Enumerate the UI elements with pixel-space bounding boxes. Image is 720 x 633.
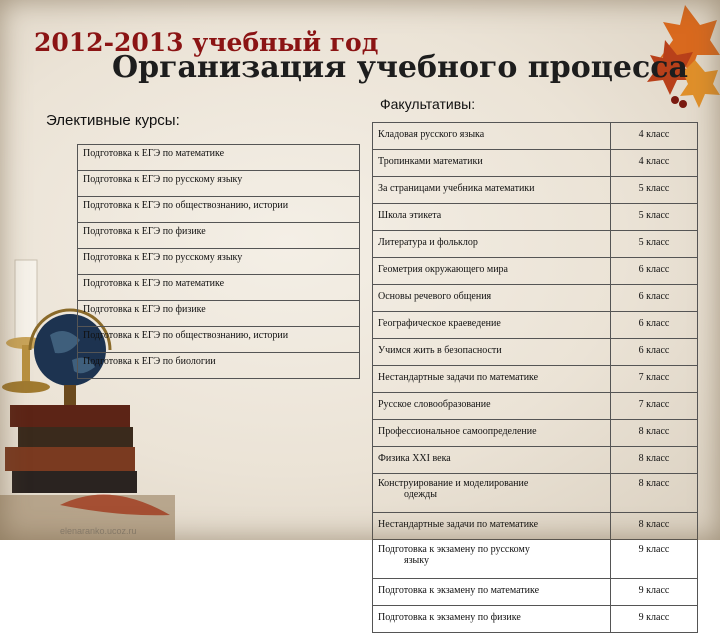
optional-course-name	[373, 393, 611, 420]
table-row	[373, 420, 698, 447]
course-name-line: Литература и фольклор	[378, 237, 478, 248]
optional-course-name	[373, 231, 611, 258]
elective-courses-table	[77, 144, 360, 379]
course-grade: 8 класс	[611, 513, 698, 540]
optional-courses-heading: Факультативы:	[380, 96, 476, 112]
course-grade: 8 класс	[611, 447, 698, 474]
table-row	[373, 231, 698, 258]
course-name-line: Подготовка к экзамену по физике	[378, 612, 521, 623]
table-row	[78, 249, 360, 275]
elective-course-name: Подготовка к ЕГЭ по русскому языку	[78, 249, 360, 275]
optional-courses-table	[372, 122, 698, 633]
course-grade: 4 класс	[611, 150, 698, 177]
course-name-line: За страницами учебника математики	[378, 183, 535, 194]
page-title: Организация учебного процесса	[112, 50, 688, 85]
optional-course-name	[373, 258, 611, 285]
optional-course-name	[373, 447, 611, 474]
course-name-line: Школа этикета	[378, 210, 442, 221]
optional-course-name	[373, 606, 611, 633]
course-grade: 6 класс	[611, 312, 698, 339]
course-grade: 6 класс	[611, 258, 698, 285]
elective-course-name: Подготовка к ЕГЭ по физике	[78, 223, 360, 249]
course-name-continuation: языку	[404, 555, 429, 566]
course-grade: 6 класс	[611, 339, 698, 366]
table-row	[78, 197, 360, 223]
elective-course-name: Подготовка к ЕГЭ по математике	[78, 145, 360, 171]
table-row	[373, 474, 698, 513]
elective-course-name: Подготовка к ЕГЭ по биологии	[78, 353, 360, 379]
table-row	[373, 606, 698, 633]
optional-course-name	[373, 339, 611, 366]
course-grade: 7 класс	[611, 366, 698, 393]
course-name-line: Учимся жить в безопасности	[378, 345, 502, 356]
course-grade: 9 класс	[611, 606, 698, 633]
course-name-line: Тропинками математики	[378, 156, 483, 167]
course-name-line: Кладовая русского языка	[378, 129, 485, 140]
table-row	[78, 301, 360, 327]
course-name-line: Нестандартные задачи по математике	[378, 372, 539, 383]
table-row	[78, 327, 360, 353]
course-grade: 8 класс	[611, 474, 698, 513]
optional-course-name	[373, 513, 611, 540]
course-name-line: Профессиональное самоопределение	[378, 426, 537, 437]
course-grade: 7 класс	[611, 393, 698, 420]
table-row	[373, 123, 698, 150]
course-name-line: Подготовка к экзамену по математике	[378, 585, 540, 596]
course-grade: 9 класс	[611, 540, 698, 579]
table-row	[78, 223, 360, 249]
course-name-line: Русское словообразование	[378, 399, 491, 410]
table-row	[373, 204, 698, 231]
table-row	[78, 275, 360, 301]
table-row	[373, 339, 698, 366]
elective-course-name: Подготовка к ЕГЭ по русскому языку	[78, 171, 360, 197]
table-row	[78, 353, 360, 379]
table-row	[373, 393, 698, 420]
course-name-line: Физика XXI века	[378, 453, 451, 464]
course-name-line: Географическое краеведение	[378, 318, 501, 329]
elective-course-name: Подготовка к ЕГЭ по обществознанию, истории	[78, 197, 360, 223]
table-row	[373, 150, 698, 177]
table-row	[373, 366, 698, 393]
course-grade: 9 класс	[611, 579, 698, 606]
table-row	[373, 312, 698, 339]
course-name-continuation: одежды	[404, 489, 437, 500]
table-row	[373, 285, 698, 312]
course-name-line: Подготовка к экзамену по русскому	[378, 544, 530, 555]
table-row	[373, 177, 698, 204]
table-row	[373, 258, 698, 285]
optional-course-name	[373, 150, 611, 177]
course-name-line: Основы речевого общения	[378, 291, 492, 302]
course-grade: 5 класс	[611, 204, 698, 231]
course-grade: 5 класс	[611, 177, 698, 204]
table-row	[373, 579, 698, 606]
optional-course-name	[373, 312, 611, 339]
optional-course-name	[373, 123, 611, 150]
course-name-line: Конструирование и моделирование	[378, 478, 529, 489]
course-name-line: Нестандартные задачи по математике	[378, 519, 539, 530]
optional-course-name	[373, 579, 611, 606]
course-grade: 8 класс	[611, 420, 698, 447]
optional-course-name	[373, 177, 611, 204]
table-row	[78, 171, 360, 197]
school-year-heading: 2012-2013 учебный год	[34, 28, 379, 57]
course-name-line: Геометрия окружающего мира	[378, 264, 508, 275]
table-row	[373, 540, 698, 579]
elective-course-name: Подготовка к ЕГЭ по обществознанию, истории	[78, 327, 360, 353]
optional-course-name	[373, 420, 611, 447]
table-row	[373, 447, 698, 474]
optional-course-name	[373, 540, 611, 579]
course-grade: 4 класс	[611, 123, 698, 150]
site-watermark: elenaranko.ucoz.ru	[60, 526, 137, 536]
optional-course-name	[373, 474, 611, 513]
optional-course-name	[373, 285, 611, 312]
optional-course-name	[373, 204, 611, 231]
table-row	[373, 513, 698, 540]
table-row	[78, 145, 360, 171]
elective-course-name: Подготовка к ЕГЭ по физике	[78, 301, 360, 327]
elective-course-name: Подготовка к ЕГЭ по математике	[78, 275, 360, 301]
optional-course-name	[373, 366, 611, 393]
course-grade: 6 класс	[611, 285, 698, 312]
course-grade: 5 класс	[611, 231, 698, 258]
elective-courses-heading: Элективные курсы:	[46, 112, 180, 129]
